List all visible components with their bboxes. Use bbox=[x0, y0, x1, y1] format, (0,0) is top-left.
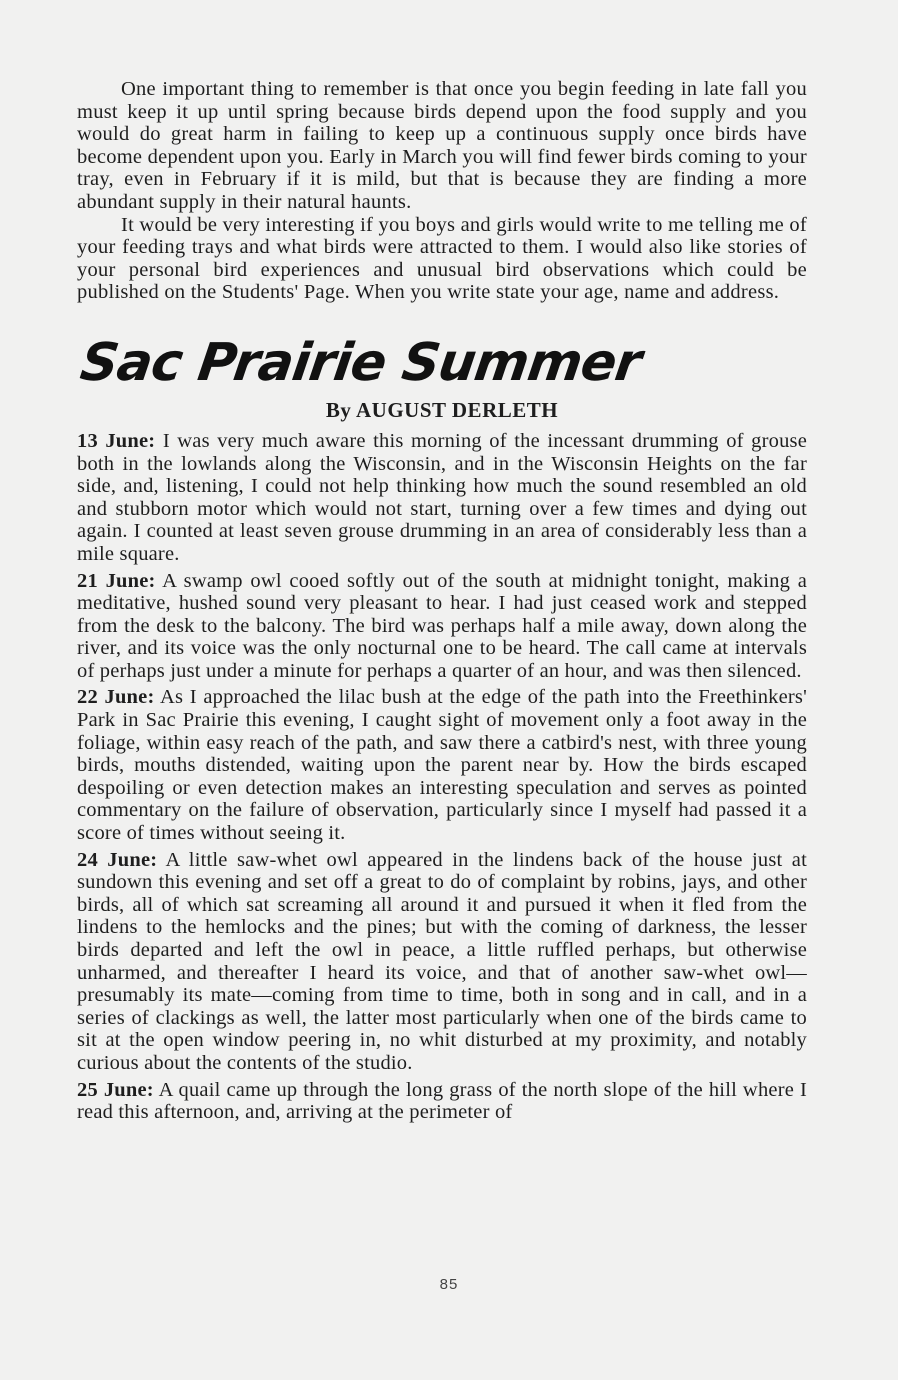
journal-entry-24-june bbox=[77, 849, 807, 1075]
journal-entry-13-june bbox=[77, 430, 807, 566]
entry-date: 13 June: bbox=[77, 429, 156, 452]
journal-entry-21-june bbox=[77, 570, 807, 683]
intro-paragraph-2: It would be very interesting if you boys and girls would write to me telling me of your feeding trays and what birds were attracted to them. I would also like stories of your personal bird experiences and unusual bird observations which could be published on the Students' Page. When you write state your age, name and address. bbox=[77, 213, 807, 304]
entry-date: 25 June: bbox=[77, 1078, 154, 1101]
entry-text: A little saw-whet owl appeared in the lindens back of the house just at sundown this evening and set off a great to do of complaint by robins, jays, and other birds, all of which sat screaming all around it and pursued it when it fled from the lindens to the hemlocks and the pines; but with the coming of darkness, the lesser birds departed and left the owl in peace, a little ruffled perhaps, but otherwise unharmed, and thereafter I heard its voice, and that of another saw-whet owl—presumably its mate—coming from time to time, both in song and in call, and in a series of clackings as well, the latter most particularly when one of the birds came to sit at the open window peering in, no whit disturbed at my proximity, and notably curious about the contents of the studio. bbox=[77, 848, 808, 1074]
entry-date: 21 June: bbox=[77, 569, 156, 592]
entry-text: A quail came up through the long grass of the north slope of the hill where I read this afternoon, and, arriving at the perimeter of bbox=[77, 1078, 807, 1124]
entry-text: I was very much aware this morning of the incessant drumming of grouse both in the lowlands along the Wisconsin, and in the Wisconsin Heights on the far side, and, listening, I could not help thinking how much the sound resembled an old and stubborn motor which would not start, turning over a few times and dying out again. I counted at least seven grouse drumming in an area of considerably less than a mile square. bbox=[77, 429, 808, 565]
page-number: 85 bbox=[439, 1276, 459, 1293]
journal-entry-25-june bbox=[77, 1079, 807, 1124]
entry-text: As I approached the lilac bush at the edge of the path into the Freethinkers' Park in Sac Prairie this evening, I caught sight of movement only a foot away in the foliage, within easy reach of the path, and saw there a catbird's nest, with three young birds, mouths distended, waiting upon the parent near by. How the birds escaped despoiling or even detection makes an interesting speculation and serves as pointed commentary on the failure of observation, particularly since I myself had passed it a score of times without seeing it. bbox=[77, 686, 807, 845]
entry-date: 22 June: bbox=[77, 686, 155, 709]
entry-text: A swamp owl cooed softly out of the south at midnight tonight, making a meditative, hushed sound very pleasant to hear. I had just ceased work and stepped from the desk to the balcony. The bird was perhaps half a mile away, down along the river, and its voice was the only nocturnal one to be heard. The call came at intervals of perhaps just under a minute for perhaps a quarter of an hour, and was then silenced. bbox=[77, 569, 807, 682]
article-title: Sac Prairie Summer bbox=[76, 332, 645, 393]
article-byline: By AUGUST DERLETH bbox=[325, 397, 559, 422]
intro-paragraph-1: One important thing to remember is that once you begin feeding in late fall you must keep it up until spring because birds depend upon the food supply and you would do great harm in failing to keep up a continuous supply once birds have become dependent upon you. Early in March you will find fewer birds coming to your tray, even in February if it is mild, but that is because they are finding a more abundant supply in their natural haunts. bbox=[77, 78, 807, 213]
page-content bbox=[77, 78, 807, 1128]
journal-entry-22-june bbox=[77, 686, 807, 844]
entry-date: 24 June: bbox=[77, 848, 158, 871]
